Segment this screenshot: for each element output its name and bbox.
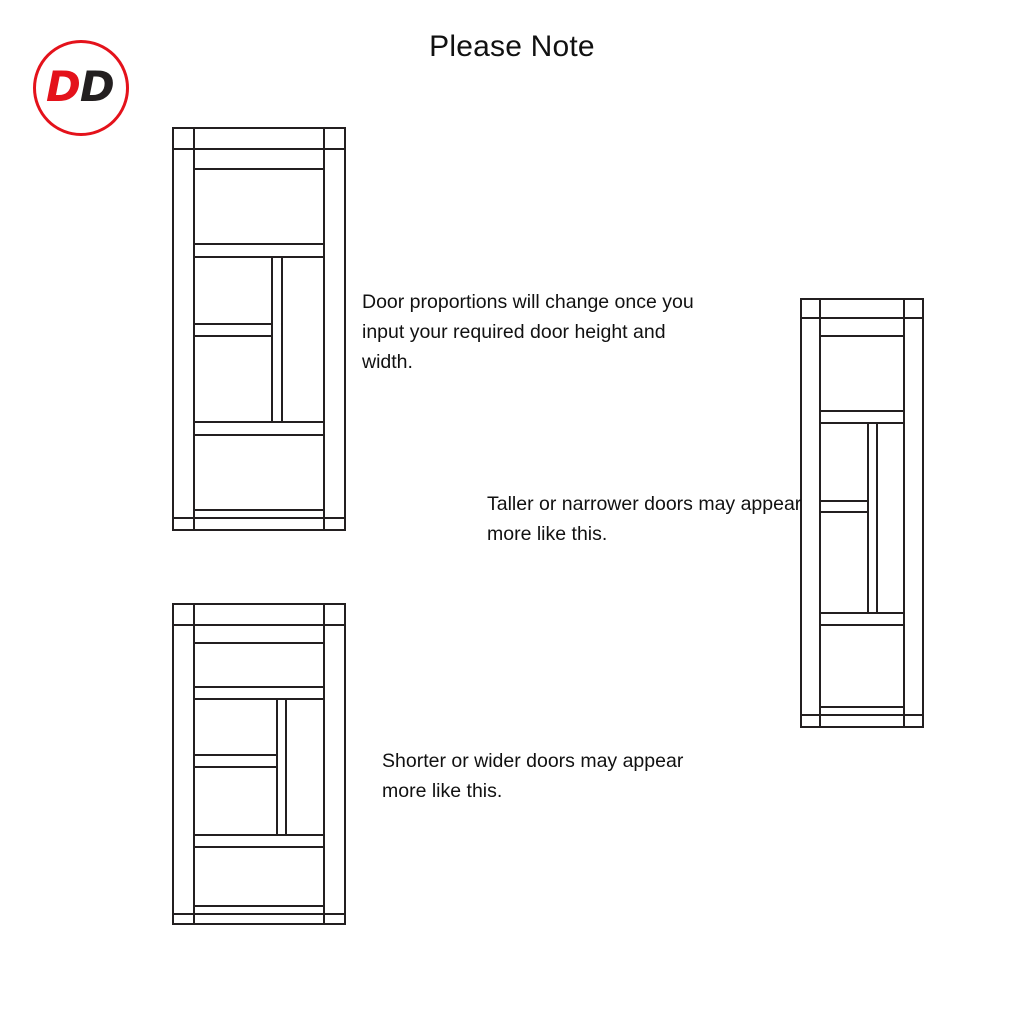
caption-taller-doors: Taller or narrower doors may appear more like this. bbox=[487, 493, 802, 545]
brand-logo bbox=[33, 40, 136, 140]
door-diagram-taller bbox=[800, 298, 924, 728]
logo-letter-first: D bbox=[46, 62, 80, 111]
page-title: Please Note bbox=[429, 30, 595, 63]
door-diagram-standard bbox=[172, 127, 346, 531]
caption-shorter-doors: Shorter or wider doors may appear more like this. bbox=[382, 750, 684, 802]
door-diagram-shorter bbox=[172, 603, 346, 925]
logo-letter-second: D bbox=[79, 62, 114, 111]
logo-wordmark bbox=[46, 63, 156, 111]
caption-proportions: Door proportions will change once you input your required door height and width. bbox=[362, 291, 694, 373]
